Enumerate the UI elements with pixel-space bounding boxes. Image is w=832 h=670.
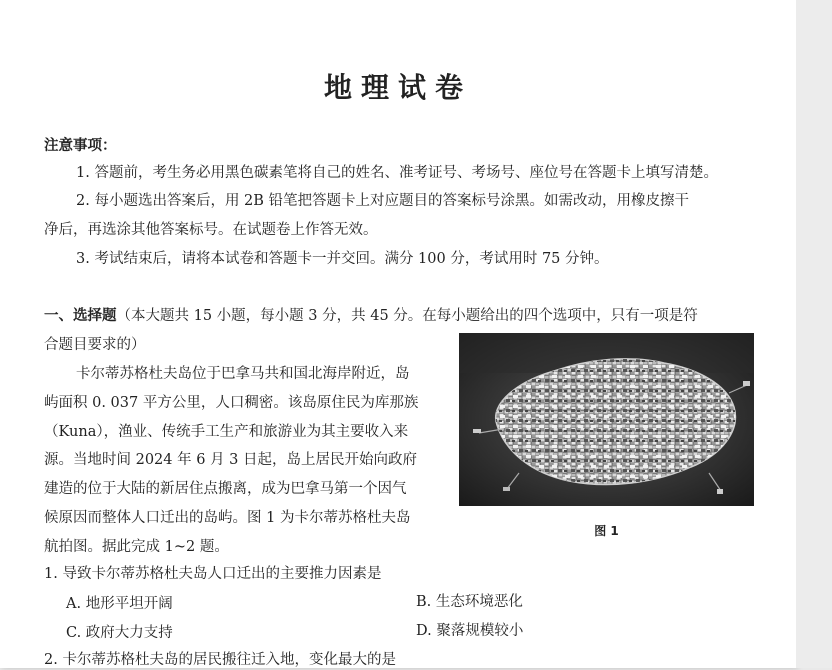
aerial-island-photo bbox=[459, 333, 754, 506]
section-heading bbox=[44, 306, 698, 326]
page-title: 地理试卷 bbox=[323, 71, 472, 104]
passage-line: 源。当地时间 2024 年 6 月 3 日起，岛上居民开始向政府 bbox=[44, 452, 418, 468]
passage-line: 卡尔蒂苏格杜夫岛位于巴拿马共和国北海岸附近，岛 bbox=[76, 366, 410, 382]
question-1-stem: 1. 导致卡尔蒂苏格杜夫岛人口迁出的主要推力因素是 bbox=[44, 566, 382, 582]
notice-item-3: 3. 考试结束后，请将本试卷和答题卡一并交回。满分 100 分，考试用时 75 分钟。 bbox=[76, 251, 609, 267]
section-desc: （本大题共 15 小题，每小题 3 分，共 45 分。在每小题给出的四个选项中，只有一项是符 bbox=[116, 308, 698, 324]
island-photo-svg bbox=[459, 333, 754, 506]
question-2-stem: 2. 卡尔蒂苏格杜夫岛的居民搬往迁入地，变化最大的是 bbox=[44, 652, 396, 668]
passage-line: 候原因而整体人口迁出的岛屿。图 1 为卡尔蒂苏格杜夫岛 bbox=[44, 510, 411, 526]
passage-line: 屿面积 0. 037 平方公里，人口稠密。该岛原住民为库那族 bbox=[44, 395, 419, 411]
passage-line: （Kuna），渔业、传统手工生产和旅游业为其主要收入来 bbox=[44, 424, 409, 440]
question-1-option-d: D. 聚落规模较小 bbox=[416, 623, 524, 639]
passage-line: 航拍图。据此完成 1~2 题。 bbox=[44, 539, 229, 555]
viewer-background bbox=[796, 0, 832, 668]
section-desc-cont: 合题目要求的） bbox=[44, 337, 146, 353]
passage-line: 建造的位于大陆的新居住点搬离，成为巴拿马第一个因气 bbox=[44, 481, 407, 497]
notice-item-2-cont: 净后，再选涂其他答案标号。在试题卷上作答无效。 bbox=[44, 222, 378, 238]
section-label: 一、选择题 bbox=[44, 308, 117, 324]
question-1-option-a: A. 地形平坦开阔 bbox=[66, 596, 173, 612]
notice-item-2: 2. 每小题选出答案后，用 2B 铅笔把答题卡上对应题目的答案标号涂黑。如需改动，用橡皮擦干 bbox=[76, 193, 690, 209]
figure-caption: 图 1 bbox=[594, 524, 619, 538]
notice-item-1: 1. 答题前，考生务必用黑色碳素笔将自己的姓名、准考证号、考场号、座位号在答题卡上填写清楚。 bbox=[76, 165, 718, 181]
notice-heading: 注意事项： bbox=[44, 138, 117, 154]
question-1-option-b: B. 生态环境恶化 bbox=[416, 594, 523, 610]
question-1-option-c: C. 政府大力支持 bbox=[66, 625, 173, 641]
